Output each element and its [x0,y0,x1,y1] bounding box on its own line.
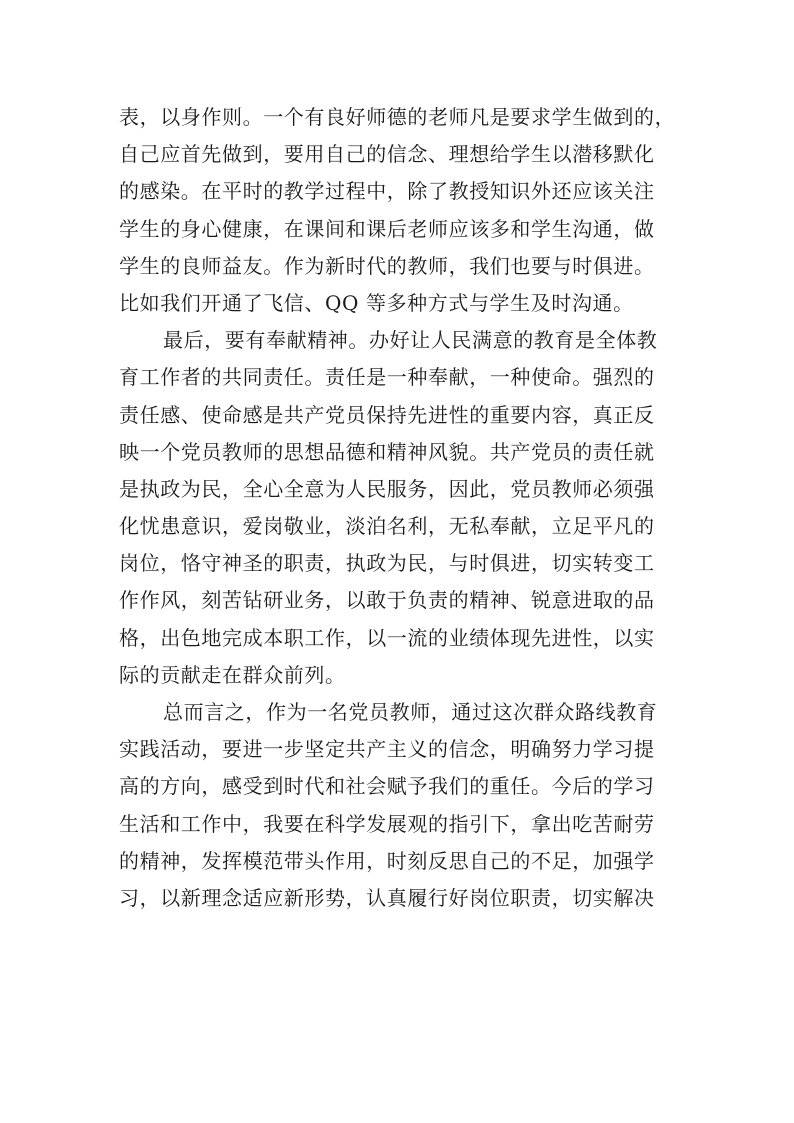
text-line: 化忧患意识，爱岗敬业，淡泊名利，无私奉献，立足平凡的 [119,514,655,539]
text-line: 学生的良师益友。作为新时代的教师，我们也要与时俱进。 [119,253,655,278]
text-line: 比如我们开通了飞信、QQ 等多种方式与学生及时沟通。 [119,290,634,315]
text-line: 格，出色地完成本职工作，以一流的业绩体现先进性，以实 [119,625,655,650]
text-line: 学生的身心健康，在课间和课后老师应该多和学生沟通，做 [119,216,655,241]
text-line: 映一个党员教师的思想品德和精神风貌。共产党员的责任就 [119,439,655,464]
paragraph-first-line: 总而言之，作为一名党员教师，通过这次群众路线教育 [163,700,658,724]
text-line: 高的方向，感受到时代和社会赋予我们的重任。今后的学习 [119,774,655,799]
text-line: 是执政为民，全心全意为人民服务，因此，党员教师必须强 [119,476,655,501]
text-line: 表，以身作则。一个有良好师德的老师凡是要求学生做到的， [119,105,676,129]
text-line: 实践活动，要进一步坚定共产主义的信念，明确努力学习提 [119,737,655,762]
text-line: 的感染。在平时的教学过程中，除了教授知识外还应该关注 [119,179,655,204]
text-line: 岗位，恪守神圣的职责，执政为民，与时俱进，切实转变工 [119,551,655,576]
text-line: 生活和工作中，我要在科学发展观的指引下，拿出吃苦耐劳 [119,811,655,836]
text-line: 习，以新理念适应新形势，认真履行好岗位职责，切实解决 [119,885,655,910]
text-line: 自己应首先做到，要用自己的信念、理想给学生以潜移默化 [119,142,655,167]
text-line: 育工作者的共同责任。责任是一种奉献，一种使命。强烈的 [119,365,655,390]
paragraph-first-line: 最后，要有奉献精神。办好让人民满意的教育是全体教 [163,328,658,353]
text-line: 责任感、使命感是共产党员保持先进性的重要内容，真正反 [119,402,655,427]
body-text [119,99,689,917]
text-line: 的精神，发挥模范带头作用，时刻反思自己的不足，加强学 [119,848,655,873]
text-line: 际的贡献走在群众前列。 [119,662,346,687]
text-line: 作作风，刻苦钻研业务，以敢于负责的精神、锐意进取的品 [119,588,655,613]
